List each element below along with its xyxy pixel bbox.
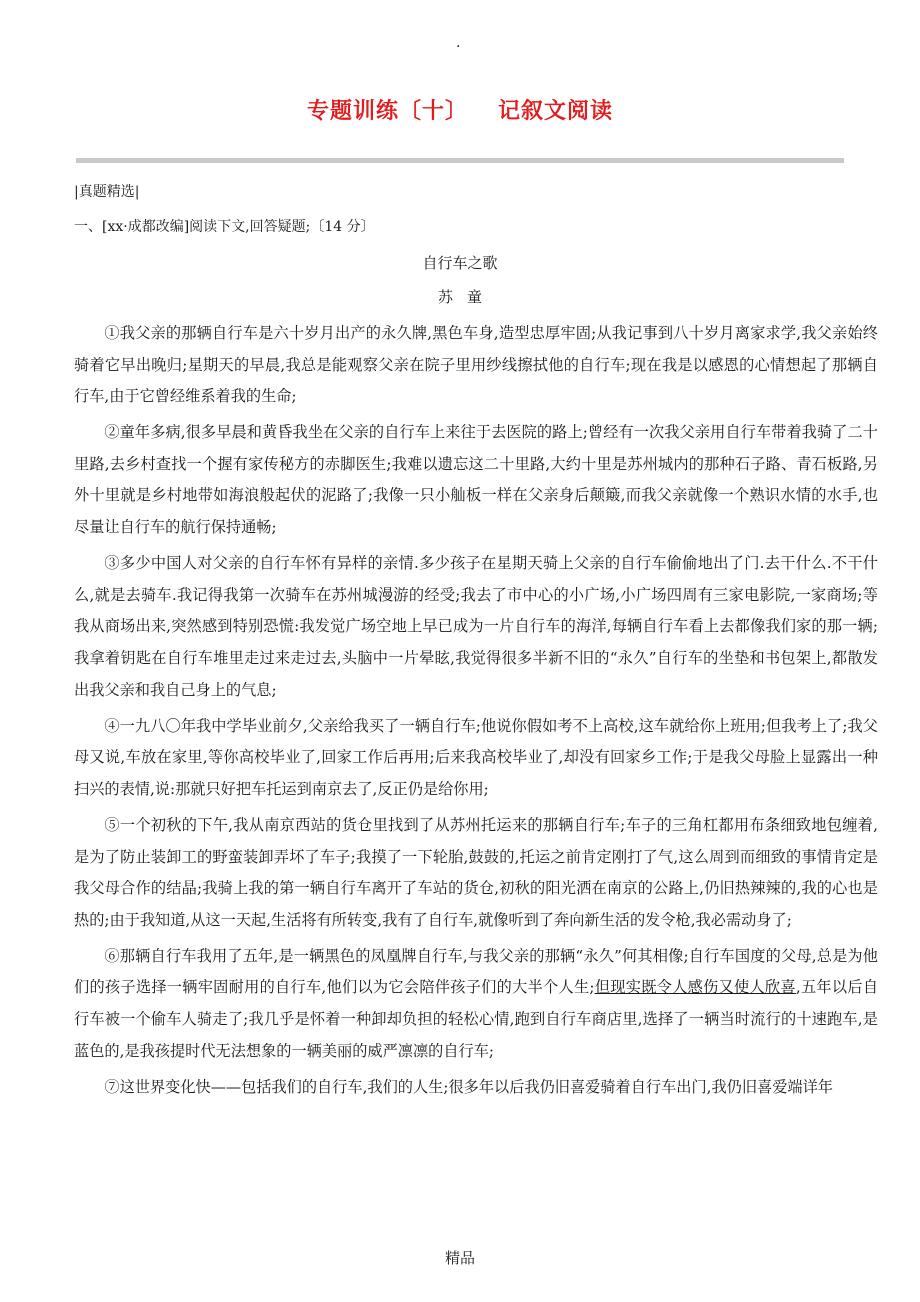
page-footer: 精品 (444, 1249, 475, 1267)
underlined-sentence: 但现实既令人感伤又使人欣喜 (594, 978, 796, 997)
paragraph-3: ③多少中国人对父亲的自行车怀有异样的亲情.多少孩子在星期天骑上父亲的自行车偷偷地出了门.去干什么.不干什么,就是去骑车.我记得我第一次骑车在苏州城漫游的经受;我去了市中心的小广场,小广场四周有三家电影院,一家商场;等我从商场出来,突然感到特别恐慌:我发觉广场空地上早已成为一片自行车的海洋,每辆自行车看上去都像我们家的那一辆;我拿着钥匙在自行车堆里走过来走过去,头脑中一片晕眩,我觉得很多半新不旧的“永久”自行车的坐垫和书包架上,都散发出我父亲和我自己身上的气息; (74, 554, 878, 699)
question-prompt: 一、[xx·成都改编]阅读下文,回答疑题;〔14 分〕 (74, 219, 375, 235)
page-title (0, 96, 920, 128)
page-title-subject: 记叙文阅读 (498, 99, 614, 124)
page-title-topic: 专题训练〔十〕 (306, 99, 468, 124)
paragraph-6 (74, 941, 878, 1067)
paragraph-5: ⑤一个初秋的下午,我从南京西站的货仓里找到了从苏州托运来的那辆自行车;车子的三角杠都用布条细致地包缠着,是为了防止装卸工的野蛮装卸弄坏了车子;我摸了一下轮胎,鼓鼓的,托运之前肯定刚打了气,这么周到而细致的事情肯定是我父母合作的结晶;我骑上我的第一辆自行车离开了车站的货仓,初秋的阳光洒在南京的公路上,仍旧热辣辣的,我的心也是热的;由于我知道,从这一天起,生活将有所转变,我有了自行车,就像听到了奔向新生活的发令枪,我必需动身了; (74, 815, 878, 929)
paragraph-6-after: ,五年以后自行车被一个偷车人骑走了;我几乎是怀着一种卸却负担的轻松心情,跑到自行车商店里,选择了一辆当时流行的十速跑车,是蓝色的,是我孩提时代无法想象的一辆美丽的威严凛凛的自行车; (74, 978, 879, 1060)
paragraph-1: ①我父亲的那辆自行车是六十岁月出产的永久牌,黑色车身,造型忠厚牢固;从我记事到八十岁月离家求学,我父亲始终骑着它早出晚归;星期天的早晨,我总是能观察父亲在院子里用纱线擦拭他的自行车;现在我是以感恩的心情想起了那辆自行车,由于它曾经维系着我的生命; (74, 324, 878, 406)
article-author: 苏童 (437, 288, 496, 306)
paragraph-6-before: ⑥那辆自行车我用了五年,是一辆黑色的凤凰牌自行车,与我父亲的那辆“永久”何其相像;自行车国度的父母,总是为他们的孩子选择一辆牢固耐用的自行车,他们以为它会陪伴孩子们的大半个人生; (74, 946, 878, 997)
header-dot: . (456, 35, 461, 51)
paragraph-7: ⑦这世界变化快——包括我们的自行车,我们的人生;很多年以后我仍旧喜爱骑着自行车出门,我仍旧喜爱端详年 (104, 1077, 833, 1096)
section-tag: |真题精选| (74, 184, 140, 200)
paragraph-2: ②童年多病,很多早晨和黄昏我坐在父亲的自行车上来往于去医院的路上;曾经有一次我父亲用自行车带着我骑了二十里路,去乡村查找一个握有家传秘方的赤脚医生;我难以遗忘这二十里路,大约十里是苏州城内的那种石子路、青石板路,另外十里就是乡村地带如海浪般起伏的泥路了;我像一只小舢板一样在父亲身后颠簸,而我父亲就像一个熟识水情的水手,也尽量让自行车的航行保持通畅; (74, 423, 878, 537)
paragraph-4: ④一九八〇年我中学毕业前夕,父亲给我买了一辆自行车;他说你假如考不上高校,这车就给你上班用;但我考上了;我父母又说,车放在家里,等你高校毕业了,回家工作后再用;后来我高校毕业了,却没有回家乡工作;于是我父母脸上显露出一种扫兴的表情,说:那就只好把车托运到南京去了,反正仍是给你用; (74, 716, 878, 798)
article-body (74, 318, 878, 1108)
title-divider (76, 158, 844, 163)
article-title: 自行车之歌 (422, 254, 498, 272)
